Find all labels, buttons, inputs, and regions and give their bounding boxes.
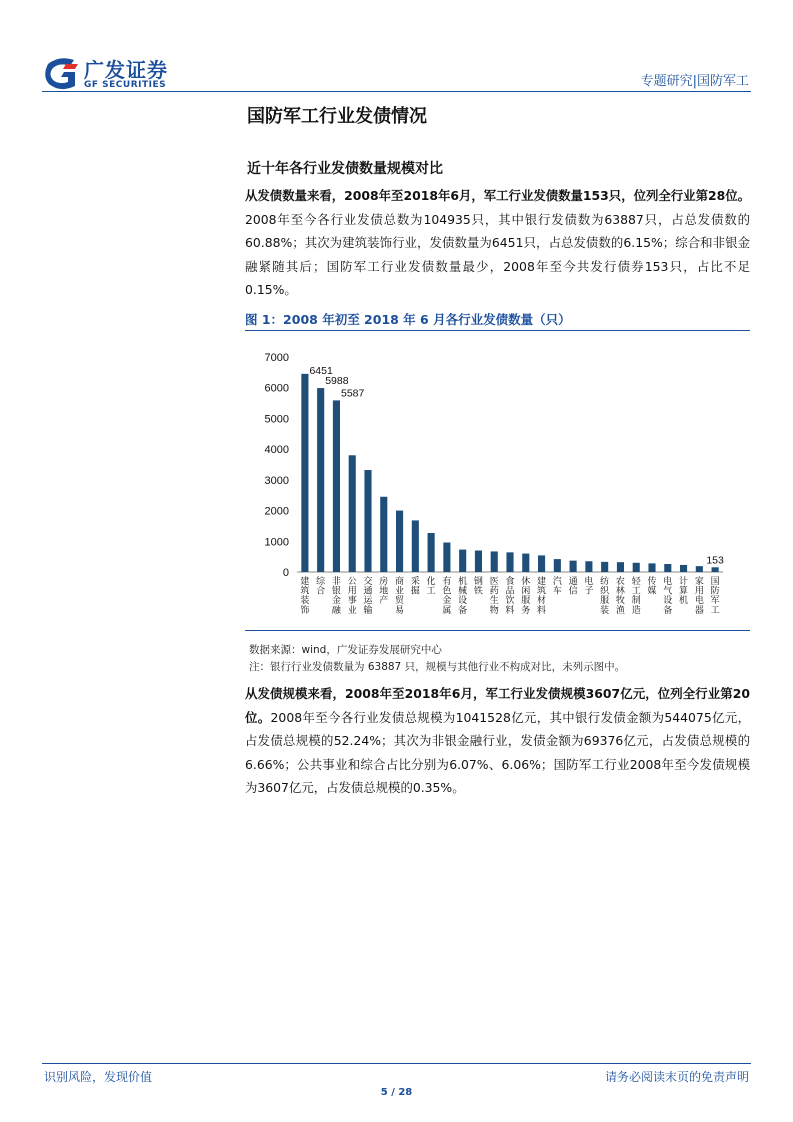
x-tick-label <box>363 575 373 616</box>
x-tick-char: 物 <box>489 605 499 616</box>
bar <box>491 551 498 572</box>
bar <box>396 511 403 572</box>
figure-bottom-rule <box>245 630 750 631</box>
x-tick-char: 机 <box>679 596 689 607</box>
x-tick-char: 织 <box>600 586 610 597</box>
bar <box>443 543 450 572</box>
bar <box>538 555 545 572</box>
x-tick-char: 渔 <box>615 605 625 616</box>
x-tick-char: 材 <box>537 596 547 607</box>
y-tick-label: 7000 <box>264 352 289 364</box>
x-tick-char: 工 <box>426 586 436 597</box>
x-tick-char: 器 <box>694 605 704 616</box>
x-tick-char: 银 <box>331 586 341 597</box>
x-tick-char: 家 <box>694 577 704 587</box>
bar <box>696 566 703 572</box>
x-tick-label <box>632 575 642 616</box>
bar <box>301 374 308 572</box>
x-tick-label <box>663 575 672 616</box>
bar <box>680 565 687 572</box>
x-tick-char: 料 <box>505 605 515 616</box>
x-tick-char: 牧 <box>615 596 625 607</box>
x-tick-char: 合 <box>316 586 326 597</box>
x-tick-char: 有 <box>442 577 452 587</box>
x-tick-char: 业 <box>395 586 405 597</box>
bar <box>349 455 356 572</box>
x-tick-char: 房 <box>379 577 389 587</box>
x-tick-char: 品 <box>505 586 515 597</box>
page-title: 国防军工行业发债情况 <box>247 106 427 127</box>
logo-chinese-text: 广发证券 <box>84 58 168 82</box>
bar <box>380 497 387 572</box>
x-tick-char: 药 <box>489 586 499 597</box>
x-tick-char: 业 <box>347 605 357 616</box>
data-label: 5988 <box>325 375 349 388</box>
x-tick-label <box>379 575 388 606</box>
x-tick-char: 林 <box>615 586 625 597</box>
x-tick-label <box>647 575 656 597</box>
bar <box>506 552 513 572</box>
x-tick-char: 医 <box>489 577 499 587</box>
y-tick-label: 3000 <box>264 474 289 487</box>
paragraph-issuance-count <box>245 184 750 302</box>
x-tick-char: 媒 <box>647 586 657 597</box>
x-tick-label <box>442 575 451 616</box>
x-tick-char: 电 <box>584 577 594 587</box>
x-tick-char: 传 <box>647 577 657 587</box>
x-tick-label <box>600 575 610 616</box>
x-tick-char: 装 <box>300 596 310 607</box>
bar <box>633 563 640 572</box>
x-tick-char: 属 <box>442 605 452 616</box>
source-text: 数据来源：wind，广发证券发展研究中心 <box>249 644 442 656</box>
footer-divider <box>42 1063 751 1064</box>
x-tick-char: 休 <box>521 577 531 587</box>
x-tick-char: 设 <box>663 596 673 607</box>
bar-chart <box>245 345 745 627</box>
x-tick-char: 务 <box>521 605 531 616</box>
bar <box>554 559 561 572</box>
x-tick-label <box>679 575 688 606</box>
x-tick-char: 公 <box>347 577 357 587</box>
x-tick-char: 国 <box>710 577 720 587</box>
x-tick-char: 非 <box>331 577 341 587</box>
bar <box>617 562 624 572</box>
report-category: 专题研究|国防军工 <box>640 74 749 89</box>
x-tick-char: 汽 <box>552 577 562 587</box>
x-tick-char: 设 <box>458 596 468 607</box>
footer-slogan: 识别风险，发现价值 <box>44 1070 153 1084</box>
bar <box>712 567 719 572</box>
x-tick-char: 金 <box>331 596 341 607</box>
x-tick-char: 算 <box>679 586 689 597</box>
x-tick-label <box>316 575 326 597</box>
x-tick-char: 综 <box>316 577 326 587</box>
paragraph-issuance-scale <box>245 682 750 800</box>
x-tick-char: 机 <box>458 577 468 587</box>
paragraph-lead: 从发债规模来看，2008年至2018年6月，军工行业发债规模3607亿元，位列全行业第20位。 <box>245 686 750 725</box>
x-tick-char: 地 <box>379 586 389 597</box>
x-tick-label <box>348 576 357 616</box>
x-tick-label <box>474 575 483 597</box>
x-tick-label <box>695 575 704 616</box>
y-tick-label: 1000 <box>264 536 289 549</box>
figure-title: 图 1：2008 年初至 2018 年 6 月各行业发债数量（只） <box>245 312 571 327</box>
y-tick-label: 0 <box>282 567 289 579</box>
x-tick-char: 服 <box>521 596 531 607</box>
x-tick-char: 电 <box>663 577 673 587</box>
bar <box>475 551 482 573</box>
logo-english-text: GF SECURITIES <box>84 80 167 90</box>
footer-disclaimer: 请务必阅读末页的免责声明 <box>604 1070 749 1084</box>
x-tick-char: 商 <box>395 577 405 587</box>
x-tick-label <box>300 575 309 616</box>
header-divider <box>42 91 751 92</box>
x-tick-label <box>411 575 420 597</box>
bar <box>570 561 577 572</box>
y-tick-label: 4000 <box>264 444 289 457</box>
x-tick-char: 备 <box>458 605 468 616</box>
x-tick-label <box>427 575 436 597</box>
x-tick-char: 车 <box>552 586 562 597</box>
note-text: 注：银行行业发债数量为 63887 只，规模与其他行业不构成对比，未列示图中。 <box>249 661 626 673</box>
x-tick-char: 事 <box>347 596 357 607</box>
x-tick-char: 金 <box>442 596 452 607</box>
x-tick-char: 贸 <box>395 596 405 607</box>
figure-top-rule <box>245 330 750 331</box>
x-tick-char: 铁 <box>473 586 483 597</box>
company-logo <box>42 52 192 96</box>
x-tick-label <box>332 575 342 616</box>
x-tick-char: 掘 <box>410 586 420 597</box>
x-tick-label <box>521 575 530 616</box>
bar <box>522 554 529 572</box>
x-tick-char: 运 <box>363 596 373 607</box>
y-tick-label: 5000 <box>264 413 289 426</box>
x-tick-char: 建 <box>300 577 310 587</box>
x-tick-label <box>505 575 514 616</box>
x-tick-char: 易 <box>395 605 405 616</box>
x-tick-char: 造 <box>631 605 641 616</box>
x-tick-char: 子 <box>584 586 594 597</box>
x-tick-char: 轻 <box>631 577 641 587</box>
paragraph-body: 2008年至今各行业发债总规模为1041528亿元，其中银行发债金额为544075亿元，占发债总规模的52.24%；其次为非银金融行业，发债金额为69376亿元，占发债总规模的6.66%；公共事业和综合占比分别为6.07%、6.06%；国防军工行业2008年至今发债规模为3607亿元，占发债总规模的0.35%。 <box>245 709 750 795</box>
paragraph-lead: 从发债数量来看，2008年至2018年6月，军工行业发债数量153只，位列全行业第28位。 <box>245 188 750 203</box>
x-tick-char: 融 <box>331 605 341 616</box>
x-tick-char: 色 <box>442 586 452 597</box>
data-label: 153 <box>706 554 724 567</box>
x-tick-char: 工 <box>631 586 641 597</box>
x-tick-char: 料 <box>537 605 547 616</box>
x-tick-char: 饮 <box>505 596 515 607</box>
x-tick-char: 用 <box>694 586 704 597</box>
x-tick-label <box>616 575 625 616</box>
x-tick-label <box>584 575 593 597</box>
x-tick-char: 通 <box>363 586 373 597</box>
x-tick-char: 通 <box>568 577 578 587</box>
x-tick-char: 交 <box>363 577 373 587</box>
section-subtitle: 近十年各行业发债数量规模对比 <box>247 161 443 177</box>
x-tick-char: 备 <box>663 605 673 616</box>
x-tick-char: 产 <box>379 596 389 607</box>
y-tick-label: 6000 <box>264 382 289 395</box>
x-tick-label <box>395 575 405 616</box>
x-tick-char: 信 <box>568 586 578 597</box>
x-tick-char: 电 <box>694 596 704 607</box>
x-tick-char: 纺 <box>600 577 610 587</box>
y-tick-label: 2000 <box>264 505 289 518</box>
x-tick-char: 军 <box>710 596 720 607</box>
data-label: 5587 <box>340 387 365 400</box>
bar <box>317 388 324 572</box>
x-tick-char: 制 <box>631 596 641 607</box>
bar <box>585 561 592 572</box>
x-tick-label <box>458 575 467 616</box>
x-tick-char: 计 <box>679 577 689 587</box>
x-tick-char: 农 <box>615 577 625 587</box>
x-tick-label <box>553 575 562 597</box>
x-tick-char: 筑 <box>537 586 547 597</box>
x-tick-char: 筑 <box>300 586 310 597</box>
x-tick-label <box>711 576 720 616</box>
data-label: 6451 <box>309 364 333 377</box>
bar <box>601 562 608 572</box>
bar <box>412 520 419 572</box>
x-tick-char: 服 <box>600 596 610 607</box>
bar <box>459 550 466 572</box>
x-tick-char: 气 <box>663 586 673 597</box>
x-tick-char: 械 <box>458 586 468 597</box>
x-tick-char: 闲 <box>521 586 531 597</box>
bar <box>664 564 671 572</box>
bar <box>648 563 655 572</box>
page-number: 5 / 28 <box>380 1087 413 1098</box>
x-tick-label <box>490 576 499 616</box>
gf-logo-icon <box>42 56 80 90</box>
bar <box>364 470 371 572</box>
paragraph-body: 2008年至今各行业发债总数为104935只，其中银行发债数为63887只，占总发债数的60.88%；其次为建筑装饰行业，发债数量为6451只，占总发债数的6.15%；综合和非银金融紧随其后；国防军工行业发债数量最少，2008年至今共发行债券153只，占比不足0.15%。 <box>245 211 750 297</box>
bar <box>428 533 435 572</box>
x-tick-char: 建 <box>537 577 547 587</box>
x-tick-char: 采 <box>410 577 420 587</box>
x-tick-char: 防 <box>710 586 720 597</box>
x-tick-char: 装 <box>600 605 610 616</box>
x-tick-char: 化 <box>426 577 436 587</box>
x-tick-char: 钢 <box>473 577 483 587</box>
x-tick-char: 食 <box>505 577 515 587</box>
x-tick-char: 输 <box>363 605 373 616</box>
x-tick-label <box>569 576 578 597</box>
figure-source <box>249 642 625 676</box>
x-tick-char: 生 <box>489 596 499 607</box>
x-tick-char: 用 <box>347 586 357 597</box>
x-tick-char: 工 <box>710 605 720 616</box>
bar <box>333 400 340 572</box>
x-tick-char: 饰 <box>300 605 310 616</box>
x-tick-label <box>537 575 546 616</box>
